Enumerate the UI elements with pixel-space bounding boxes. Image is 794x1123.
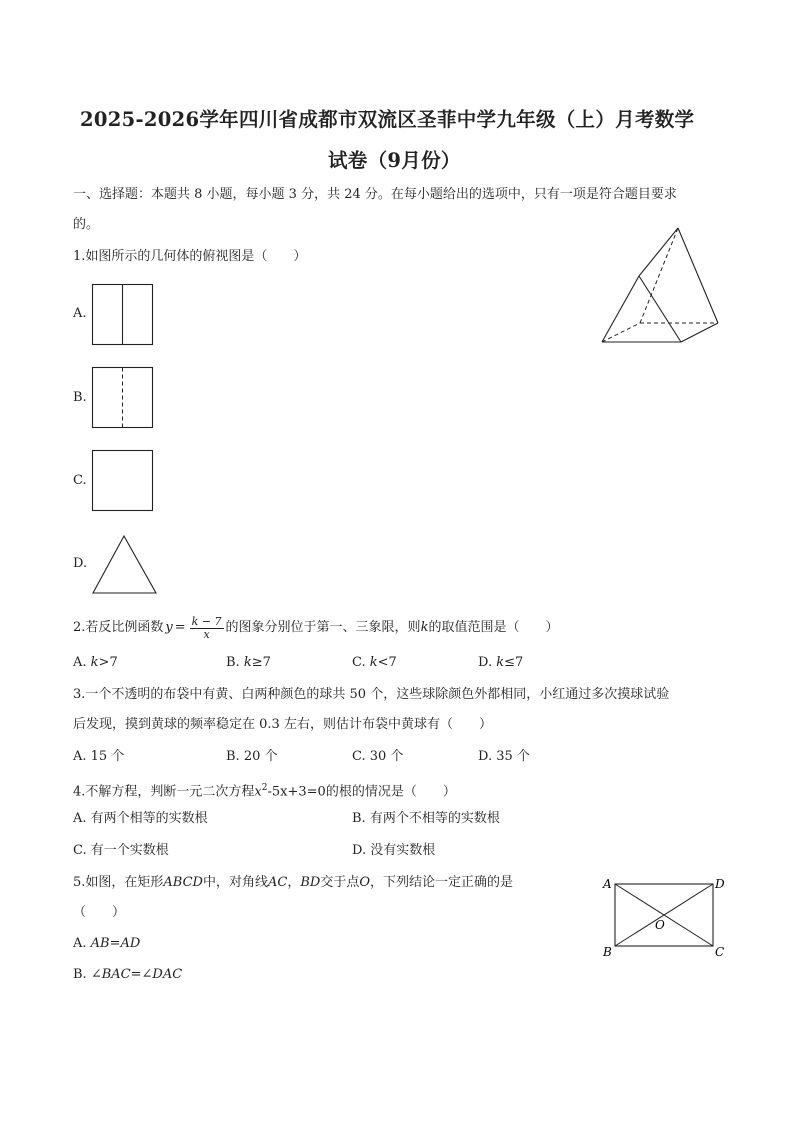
q2-prefix: 2.若反比例函数 xyxy=(73,620,164,635)
q5-option-b xyxy=(73,967,182,983)
q5-option-b-letter: B. xyxy=(73,967,91,982)
q2-fraction-numerator: k − 7 xyxy=(191,614,222,628)
q5-label-c: C xyxy=(715,945,725,959)
q5-var-bd: BD xyxy=(300,875,321,890)
q5-var-o: O xyxy=(359,875,371,890)
q2-fraction xyxy=(190,616,224,641)
q2-option-c-rest: <7 xyxy=(377,655,397,670)
q2-option-c-letter: C. xyxy=(352,655,370,670)
q5-option-a-expr: AB=AD xyxy=(90,936,141,951)
q2-k-var: k xyxy=(420,620,429,635)
q3-option-a: A. 15 个 xyxy=(73,749,125,764)
q2-option-d-var: k xyxy=(496,655,505,670)
q4-eq-rest: -5x+3=0 xyxy=(267,784,326,800)
q2-stem xyxy=(73,611,558,645)
q2-suffix: 的取值范围是（ ） xyxy=(428,620,559,635)
page-title-line1: 2025-2026学年四川省成都市双流区圣菲中学九年级（上）月考数学 xyxy=(80,108,695,131)
q2-option-d-letter: D. xyxy=(478,655,497,670)
q5-label-o: O xyxy=(655,918,665,932)
q5-stem-line2: （ ） xyxy=(73,905,126,920)
q1-option-d-figure xyxy=(92,535,158,595)
q2-option-a-var: k xyxy=(90,655,99,670)
q4-option-d: D. 没有实数根 xyxy=(352,843,436,858)
q5-label-d: D xyxy=(715,877,725,891)
q5-rectangle-figure xyxy=(600,874,730,964)
q1-option-c-figure xyxy=(92,450,154,512)
q2-option-c xyxy=(352,655,397,671)
q5-label-a: A xyxy=(603,877,612,891)
q2-equals: = xyxy=(174,620,186,635)
section-header-line2: 的。 xyxy=(73,217,100,232)
q5-option-a-letter: A. xyxy=(73,936,91,951)
q4-option-b: B. 有两个不相等的实数根 xyxy=(352,811,500,826)
q2-option-b-var: k xyxy=(243,655,252,670)
q5-text-1: 5.如图，在矩形 xyxy=(73,875,164,890)
q5-text-5: ，下列结论一定正确的是 xyxy=(370,875,514,890)
q2-option-a-letter: A. xyxy=(73,655,91,670)
q1-option-b-figure xyxy=(92,367,154,429)
section-header-line1: 一、选择题：本题共 8 小题，每小题 3 分，共 24 分。在每小题给出的选项中，只有一项是符合题目要求 xyxy=(73,187,677,202)
q5-text-3: ， xyxy=(287,875,301,890)
q1-stem: 1.如图所示的几何体的俯视图是（ ） xyxy=(73,249,307,264)
q3-option-d: D. 35 个 xyxy=(478,749,530,764)
q4-option-a: A. 有两个相等的实数根 xyxy=(73,811,208,826)
q4-stem xyxy=(73,780,456,800)
q2-option-a-rest: >7 xyxy=(98,655,118,670)
q2-option-d xyxy=(478,655,523,671)
q2-option-b xyxy=(226,655,271,671)
page-title-line2: 试卷（9月份） xyxy=(328,149,461,172)
q1-option-c-label: C. xyxy=(73,473,87,488)
q1-prism-figure xyxy=(598,226,722,346)
q4-eq-var: x xyxy=(254,784,262,800)
q2-middle: 的图象分别位于第一、三象限，则 xyxy=(225,620,421,635)
q2-option-b-rest: ≥7 xyxy=(251,655,271,670)
q5-option-a xyxy=(73,936,140,952)
q2-option-a xyxy=(73,655,118,671)
q2-fraction-denominator: x xyxy=(203,627,210,641)
q2-option-b-letter: B. xyxy=(226,655,244,670)
q5-option-b-expr: ∠BAC=∠DAC xyxy=(90,967,183,982)
q5-var-abcd: ABCD xyxy=(163,875,203,890)
q5-var-ac: AC xyxy=(267,875,288,890)
q5-text-2: 中，对角线 xyxy=(202,875,268,890)
q4-prefix: 4.不解方程，判断一元二次方程 xyxy=(73,784,255,800)
q4-suffix: 的根的情况是（ ） xyxy=(325,784,456,800)
q4-option-c: C. 有一个实数根 xyxy=(73,843,169,858)
q1-option-a-figure xyxy=(92,284,154,346)
q1-option-a-label: A. xyxy=(73,306,87,321)
q3-option-c: C. 30 个 xyxy=(352,749,404,764)
q4-eq-sup: 2 xyxy=(261,783,268,793)
q3-option-b: B. 20 个 xyxy=(226,749,278,764)
q3-stem-line1: 3.一个不透明的布袋中有黄、白两种颜色的球共 50 个，这些球除颜色外都相同，小红通过多次摸球试验 xyxy=(73,687,670,702)
q2-option-c-var: k xyxy=(369,655,378,670)
q2-y-var: y xyxy=(165,620,173,635)
q5-stem-line1 xyxy=(73,875,513,891)
q1-option-d-label: D. xyxy=(73,556,88,571)
q5-label-b: B xyxy=(603,945,612,959)
q1-option-b-label: B. xyxy=(73,390,87,405)
q2-option-d-rest: ≤7 xyxy=(504,655,524,670)
q3-stem-line2: 后发现，摸到黄球的频率稳定在 0.3 左右，则估计布袋中黄球有（ ） xyxy=(73,717,492,732)
q5-text-4: 交于点 xyxy=(320,875,360,890)
